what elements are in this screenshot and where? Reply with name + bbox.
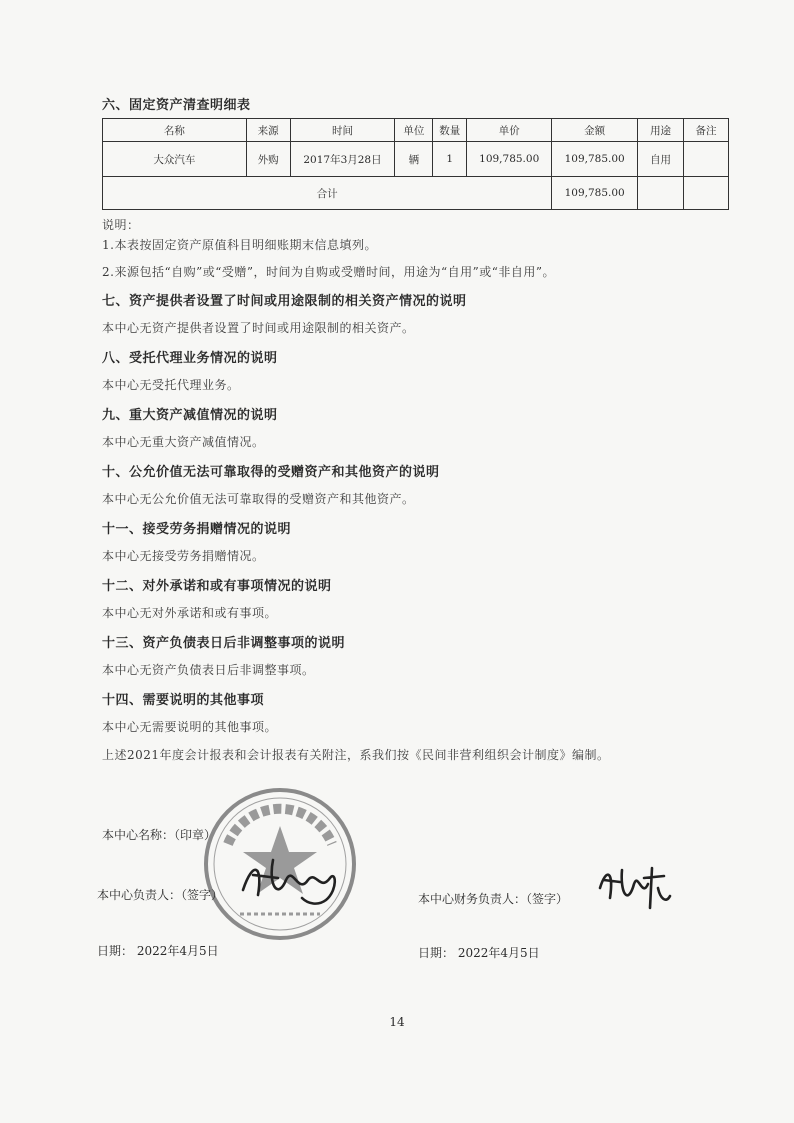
table-header-row (103, 119, 729, 142)
cell-usage: 自用 (638, 142, 684, 177)
header-time: 时间 (290, 119, 395, 142)
notes-label: 说明： (102, 218, 140, 232)
fixed-assets-table (102, 118, 729, 210)
cell-amount: 109,785.00 (552, 142, 638, 177)
note-1: 1.本表按固定资产原值科目明细账期末信息填列。 (102, 238, 377, 252)
section10-body: 本中心无公允价值无法可靠取得的受赠资产和其他资产。 (102, 492, 415, 506)
cell-time: 2017年3月28日 (290, 142, 395, 177)
cell-unit: 辆 (395, 142, 433, 177)
finance-head-label: 本中心财务负责人：（签字） (418, 892, 569, 906)
section7-title: 七、资产提供者设置了时间或用途限制的相关资产情况的说明 (102, 294, 467, 309)
table-total-row (103, 177, 729, 210)
total-remarks-empty (684, 177, 729, 210)
cell-name: 大众汽车 (103, 142, 247, 177)
page-number: 14 (389, 1015, 405, 1029)
center-head-label: 本中心负责人：（签字） (97, 888, 224, 902)
center-name-label: 本中心名称：（印章） (102, 828, 217, 842)
section13-body: 本中心无资产负债表日后非调整事项。 (102, 663, 315, 677)
header-source: 来源 (246, 119, 290, 142)
section11-body: 本中心无接受劳务捐赠情况。 (102, 549, 265, 563)
cell-source: 外购 (246, 142, 290, 177)
header-remarks: 备注 (684, 119, 729, 142)
section10-title: 十、公允价值无法可靠取得的受赠资产和其他资产的说明 (102, 465, 440, 480)
closing-statement: 上述2021年度会计报表和会计报表有关附注，系我们按《民间非营利组织会计制度》编制。 (102, 748, 610, 762)
section14-body: 本中心无需要说明的其他事项。 (102, 720, 278, 734)
section9-body: 本中心无重大资产减值情况。 (102, 435, 265, 449)
header-usage: 用途 (638, 119, 684, 142)
section12-title: 十二、对外承诺和或有事项情况的说明 (102, 579, 332, 594)
header-quantity: 数量 (433, 119, 467, 142)
date-left: 日期： 2022年4月5日 (97, 944, 219, 958)
table-row (103, 142, 729, 177)
cell-quantity: 1 (433, 142, 467, 177)
header-name: 名称 (103, 119, 247, 142)
section6-title: 六、固定资产清查明细表 (102, 98, 251, 113)
section13-title: 十三、资产负债表日后非调整事项的说明 (102, 636, 346, 651)
total-label: 合计 (103, 177, 552, 210)
section7-body: 本中心无资产提供者设置了时间或用途限制的相关资产。 (102, 321, 415, 335)
header-unit: 单位 (395, 119, 433, 142)
header-unit-price: 单价 (467, 119, 552, 142)
note-2: 2.来源包括“自购”或“受赠”，时间为自购或受赠时间，用途为“自用”或“非自用”。 (102, 265, 556, 279)
cell-unit-price: 109,785.00 (467, 142, 552, 177)
cell-remarks (684, 142, 729, 177)
total-usage-empty (638, 177, 684, 210)
section8-body: 本中心无受托代理业务。 (102, 378, 240, 392)
section11-title: 十一、接受劳务捐赠情况的说明 (102, 522, 292, 537)
center-head-signature-icon (238, 850, 348, 910)
date-right: 日期： 2022年4月5日 (418, 946, 540, 960)
section14-title: 十四、需要说明的其他事项 (102, 693, 265, 708)
section9-title: 九、重大资产减值情况的说明 (102, 408, 278, 423)
finance-head-signature-icon (594, 858, 674, 918)
total-amount: 109,785.00 (552, 177, 638, 210)
section12-body: 本中心无对外承诺和或有事项。 (102, 606, 278, 620)
header-amount: 金额 (552, 119, 638, 142)
section8-title: 八、受托代理业务情况的说明 (102, 351, 278, 366)
